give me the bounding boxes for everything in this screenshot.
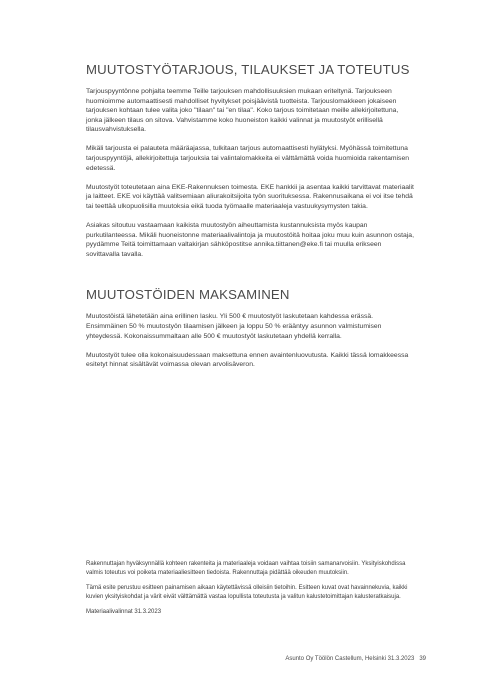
paragraph: Mikäli tarjousta ei palauteta määräajassa, tulkitaan tarjous automaattisesti hylätyksi. Myöhässä toimitettuna tarjouspyyntöjä, allekirjoitettuja tarjouksia tai valintalomakkeita ei välttämättä voida huomioida rakentamisen edetessä. [86, 145, 410, 172]
paragraph: Muutostyöt toteutetaan aina EKE-Rakennuksen toimesta. EKE hankkii ja asentaa kaikki tarvittavat materiaalit ja laitteet. EKE voi käyttää valitsemiaan aliurakoitsijoita työn suorituksessa. Rakennusaikana ei voi itse tehdä tai teettää ulkopuolisilla muutoksia eikä tuoda työmaalle materiaaleja vastuukysymysten takia. [86, 183, 414, 210]
section-title: MUUTOSTÖIDEN MAKSAMINEN [86, 287, 290, 303]
disclaimer-paragraph: Rakennuttajan hyväksynnällä kohteen rakenteita ja materiaaleja voidaan vaihtaa toisiin samanarvoisiin. Yksityiskohdissa valmis toteutus voi poiketa materiaaliesitteen tiedoista. Rakennuttaja pidättää oikeuden muutoksiin. [86, 561, 406, 576]
paragraph: Asiakas sitoutuu vastaamaan kaikista muutostyön aiheuttamista kustannuksista myös kaupan purkutilanteessa. Mikäli huoneistonne materiaalivalintoja ja muutostöitä hoitaa joku muu kuin asunnon ostaja, pyydämme Teitä toimittamaan valtakirjan sähköpostitse annika.tiittanen@eke.fi tai muulla erikseen sovittavalla tavalla. [86, 222, 414, 258]
main-content [86, 62, 416, 379]
paragraph: Muutostyöt tulee olla kokonaisuudessaan maksettuna ennen avaintenluovutusta. Kaikki tässä lomakkeessa esitetyt hinnat sisältävät voimassa olevan arvolisäveron. [86, 351, 409, 369]
page-number: 39 [419, 656, 426, 662]
section-title: MUUTOSTYÖTARJOUS, TILAUKSET JA TOTEUTUS [86, 62, 410, 77]
section-change-work-offer [86, 62, 416, 259]
paragraph: Muutostöistä lähetetään aina erillinen lasku. Yli 500 € muutostyöt laskutetaan kahdessa erässä. Ensimmäinen 50 % muutostyön tilaamisen jälkeen ja loppu 50 % erääntyy asunnon valmistumisen yhteydessä. Kokonaissummaltaan alle 500 € muutostyöt laskutetaan yhdellä kerralla. [86, 313, 382, 340]
footer-project-text: Asunto Oy Töölön Castellum, Helsinki 31.3.2023 [285, 656, 415, 662]
page-footer [285, 656, 426, 662]
section-payment [86, 287, 416, 369]
disclaimer-date: Materiaalivalinnat 31.3.2023 [86, 609, 162, 615]
disclaimer-paragraph: Tämä esite perustuu esitteen painamisen aikaan käytettävissä olleisiin tietoihin. Esitteen kuvat ovat havainnekuvia, kaikki kuvien yksityiskohdat ja värit eivät välttämättä vastaa lopullista toteutusta ja valitun kalustetoimittajan kalusteratkaisuja. [86, 585, 408, 600]
disclaimer-notes [86, 560, 416, 623]
paragraph: Tarjouspyyntönne pohjalta teemme Teille tarjouksen mahdollisuuksien mukaan eriteltynä. Tarjoukseen huomioimme automaattisesti mahdolliset hyvitykset poisjäävistä tuotteista. Tarjouslomakkeen jokaiseen tarjouksen kohtaan tulee valita joko "tilaan" tai "en tilaa". Koko tarjous toimitetaan meille allekirjoitettuna, jonka jälkeen tilaus on sitova. Vahvistamme koko huoneiston kaikki valinnat ja muutostyöt erillisellä tilausvahvistuksella. [86, 88, 399, 134]
